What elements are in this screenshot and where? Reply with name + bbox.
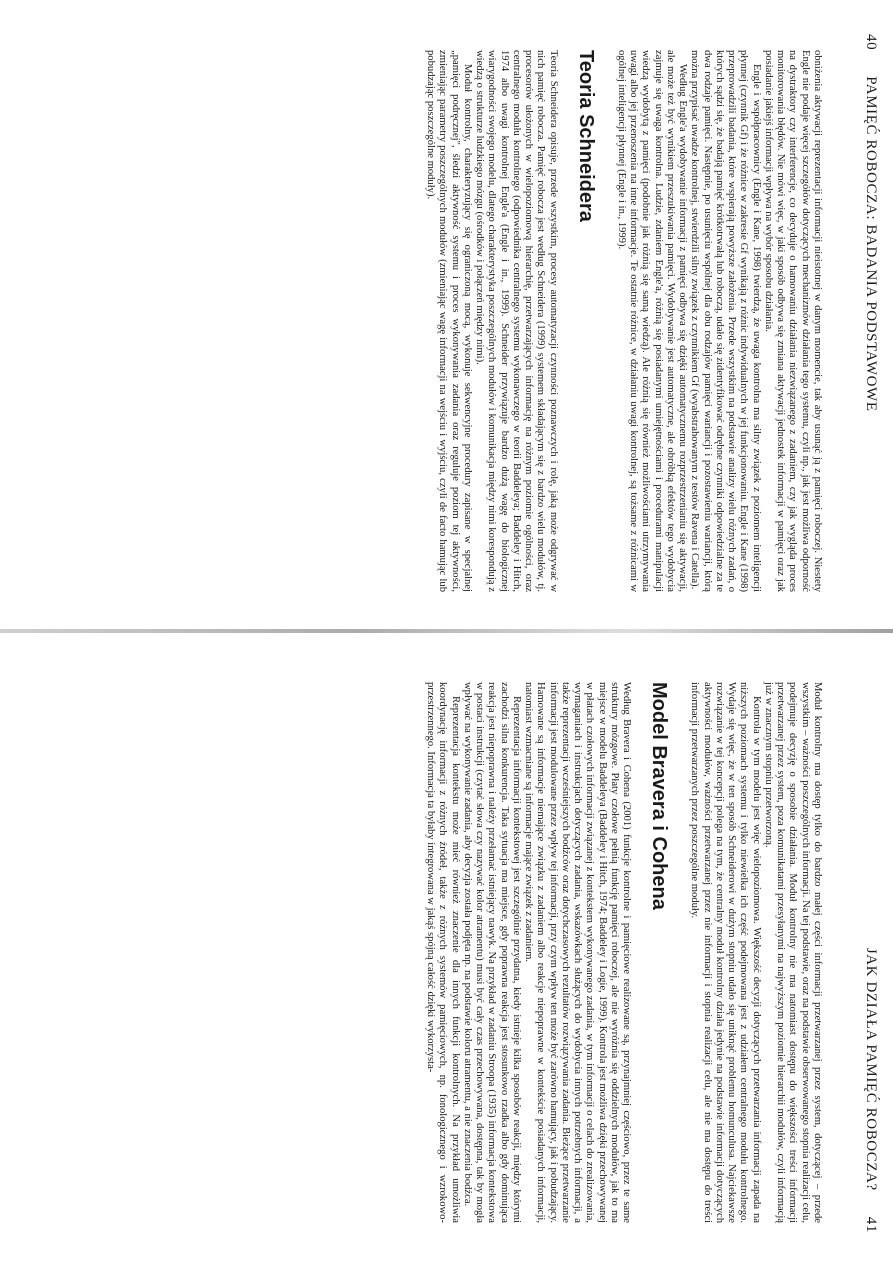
paragraph: Engle i współpracownicy (Engle i Kane, 1998) twierdzą, że uwaga kontrolna ma silny związek z poziomem inteligencji płynnej (czynnik Gf) i że różnice w zakresie Gf wynikają z różnic indywidualnych w jej funkcjonowaniu. Engle i Kane (1998) przeprowadzili badania, które wspierają powyższe założenia. Przede wszystkim na podstawie analizy wielu różnych zadań, o których sądzi się, że badają pamięć krótkotrwałą lub roboczą, udało się zidentyfikować odrębne czynniki odpowiedzialne za te dwa rodzaje pamięci. Następnie, po usunięciu wspólnej dla obu rodzajów pamięci wariancji i pozostawieniu wariancji, którą można przypisać uwadze kontrolnej, stwierdzili silny związek z czynnikiem Gf (wyabstrahowanym z testów Ravena i Catella). [689, 50, 762, 592]
paragraph: Kontrola w tym modelu jest więc wielopoziomowa. Większość decyzji dotyczących przetwarzania informacji zapada na niższych poziomach systemu i tylko niewielka ich część podejmowana jest z udziałem centralnego modułu kontrolnego. Wydaje się więc, że w ten sposób Schneiderowi w dużym stopniu udało się uniknąć problemu homunculusa. Najciekawsze rozwiązanie w tej koncepcji polega na tym, że centralny moduł kontrolny działa jedynie na podstawie informacji dotyczących aktywności modułów, ważności przetwarzanej przez nie informacji i stopnia realizacji celu, ale nie ma dostępu do treści informacji przetwarzanych przez poszczególne moduły. [689, 682, 762, 1223]
paragraph: obniżenia aktywacji reprezentacji informacji nieistotnej w danym momencie, tak aby usunąć ją z pamięci roboczej. Niestety Engle nie podaje więcej szczegółów dotyczących mechanizmów działania tego systemu, czyli np., jak jest możliwa odporność na dystraktory czy interferencje, co decyduje o hamowaniu działania niezwiązanego z zadaniem, czy jak wygląda proces monitorowania błędów. Nie mówi więc, w jaki sposób odbywa się zmiana aktywacji jednostek informacji w pamięci oraz jak posiadanie jakiejś informacji wpływa na wybór sposobu działania. [763, 50, 823, 592]
running-header: JAK DZIAŁA PAMIĘĆ ROBOCZA? [863, 947, 879, 1191]
left-page-body [424, 50, 823, 592]
left-page-header [862, 34, 879, 602]
page-number: 41 [863, 1216, 879, 1233]
paragraph: Moduł kontrolny ma dostęp tylko do bardzo małej części informacji przetwarzanej przez system, dotyczącej – przede wszystkim – ważności poszczególnych informacji. Na tej podstawie, oraz na podstawie obserwowanego stopnia realizacji celu, podejmuje decyzję o sposobie działania. Moduł kontrolny nie ma natomiast dostępu do większości treści informacji przetwarzanej przez system, poza komunikatami przesyłanymi na najwyższym poziomie hierarchii modułów, czyli informacją już w znacznym stopniu przetworzoną. [763, 682, 823, 1223]
section-heading: Teoria Schneidera [574, 50, 597, 222]
section-heading: Model Bravera i Cohena [648, 682, 671, 910]
running-header: PAMIĘĆ ROBOCZA: BADANIA PODSTAWOWE [863, 76, 879, 412]
paragraph: Teoria Schneidera opisuje, przede wszystkim, procesy automatyzacji czynności poznawczych i rolę, jaką może odgrywać w nich pamięć robocza. Pamięć robocza jest według Schneidera (1999) systemem składającym się z bardzo wielu modułów, tj. procesorów ułożonych w wielopoziomową hierarchię, przetwarzających informację na różnym poziomie ogólności, oraz centralnego modułu kontrolnego (odpowiednika centralnego systemu wykonawczego w teorii Baddeleya; Baddeley i Hitch, 1974 albo uwagi kontrolnej Engle'a (Engle i in., 1999). Schneider przywiązuje bardzo dużą wagę do biologicznej wiarygodności swojego modelu, dlatego charakterystyka poszczególnych modułów i komunikacja między nimi korespondują z wiedzą o strukturze ludzkiego mózgu (ośrodków i połączeń między nimi). [474, 50, 559, 592]
page-number: 40 [863, 34, 879, 51]
paragraph: Reprezentacja kontekstu może mieć również znaczenie dla innych funkcji kontrolnych. Na przykład umożliwia koordynację informacji z różnych źródeł, także z różnych systemów pamięciowych, np. fonologicznego i wzrokowo-przestrzennego. Informacja ta byłaby integrowana w jakąś spójną całość dzięki wykorzysta- [425, 682, 461, 1223]
right-page-header [862, 666, 879, 1233]
right-page [33, 632, 893, 1263]
right-page-body [424, 682, 823, 1223]
paragraph: Według Engle'a wydobywanie informacji z pamięci odbywa się dzięki automatycznemu rozprzestrzenianiu się aktywacji, ale może też być wynikiem przeszukiwania pamięci. Wydobywanie jest automatyczne, ale obróbką efektów tego wydobycia zajmuje się uwaga kontrolna. Ludzie, zdaniem Engle'a, różnią się posiadanymi umiejętnościami i procedurami manipulacji wiedzą wydobytą z pamięci (podobnie jak różnią się samą wiedzą). Ale różnią się również możliwościami utrzymywania uwagi albo jej przenoszenia na inne informacje. Te ostatnie różnice, w działaniu uwagi kontrolnej, są tożsame z różnicami w ogólnej inteligencji płynnej (Engle i in., 1999). [616, 50, 689, 592]
left-page [33, 0, 893, 632]
paragraph: Moduł kontrolny, charakteryzujący się ograniczoną mocą, wykonuje sekwencyjne procedury zapisane w specjalnej „pamięci podręcznej", śledzi aktywność systemu i proces wykonywania zadania oraz reguluje poziom tej aktywności, zmieniając parametry poszczególnych modułów (zmieniając wagę informacji na wejściu i wyjściu, czyli de facto hamując lub pobudzając poszczególne moduły). [425, 50, 473, 592]
paragraph: Według Bravera i Cohena (2001) funkcje kontrolne i pamięciowe realizowane są, przynajmniej częściowo, przez te same struktury mózgowe. Płaty czołowe pełnią funkcję pamięci roboczej, ale nie wyróżnia się oddzielnych modułów, jak to ma miejsce w modelu Baddeleya (Baddeley i Hitch, 1974; Baddeley i Logie, 1999). Kontrola jest możliwa dzięki przechowywanej w płatach czołowych informacji związanej z kontekstem wykonywanego zadania, w tym informacji o celach do zrealizowania, wymaganiach i instrukcjach dotyczących zadania, wskazówkach służących do wydobycia innych potrzebnych informacji, a także reprezentacji wcześniejszych bodźców oraz dotychczasowych rezultatów rozwiązywania zadania. Bieżące przetwarzanie informacji jest modulowane przez wpływ tej informacji, przy czym wpływ ten może być zarówno hamujący, jak i pobudzający. Hamowane są informacje niemające związku z zadaniem albo reakcje niepoprawne w kontekście posiadanych informacji, natomiast wzmacniane są informacje mające związek z zadaniem. [523, 682, 633, 1223]
paragraph: Reprezentacja informacji kontekstowej jest szczególnie przydatna, kiedy istnieje kilka sposobów reakcji, między którymi zachodzi silna konkurencja. Taka sytuacja ma miejsce, gdy poprawna reakcja jest stosunkowo rzadka albo gdy dominująca reakcja jest niepoprawna i należy przełamać istniejący nawyk. Na przykład w zadaniu Stroopa (1935) informacja kontekstowa w postaci instrukcji (czytać słowa czy nazywać kolor atramentu) musi być cały czas przechowywana, dostępna, tak by mogła wpływać na wykonywanie zadania, aby decyzja została podjęta np. na podstawie koloru atramentu, a nie znaczenia bodźca. [462, 682, 522, 1223]
